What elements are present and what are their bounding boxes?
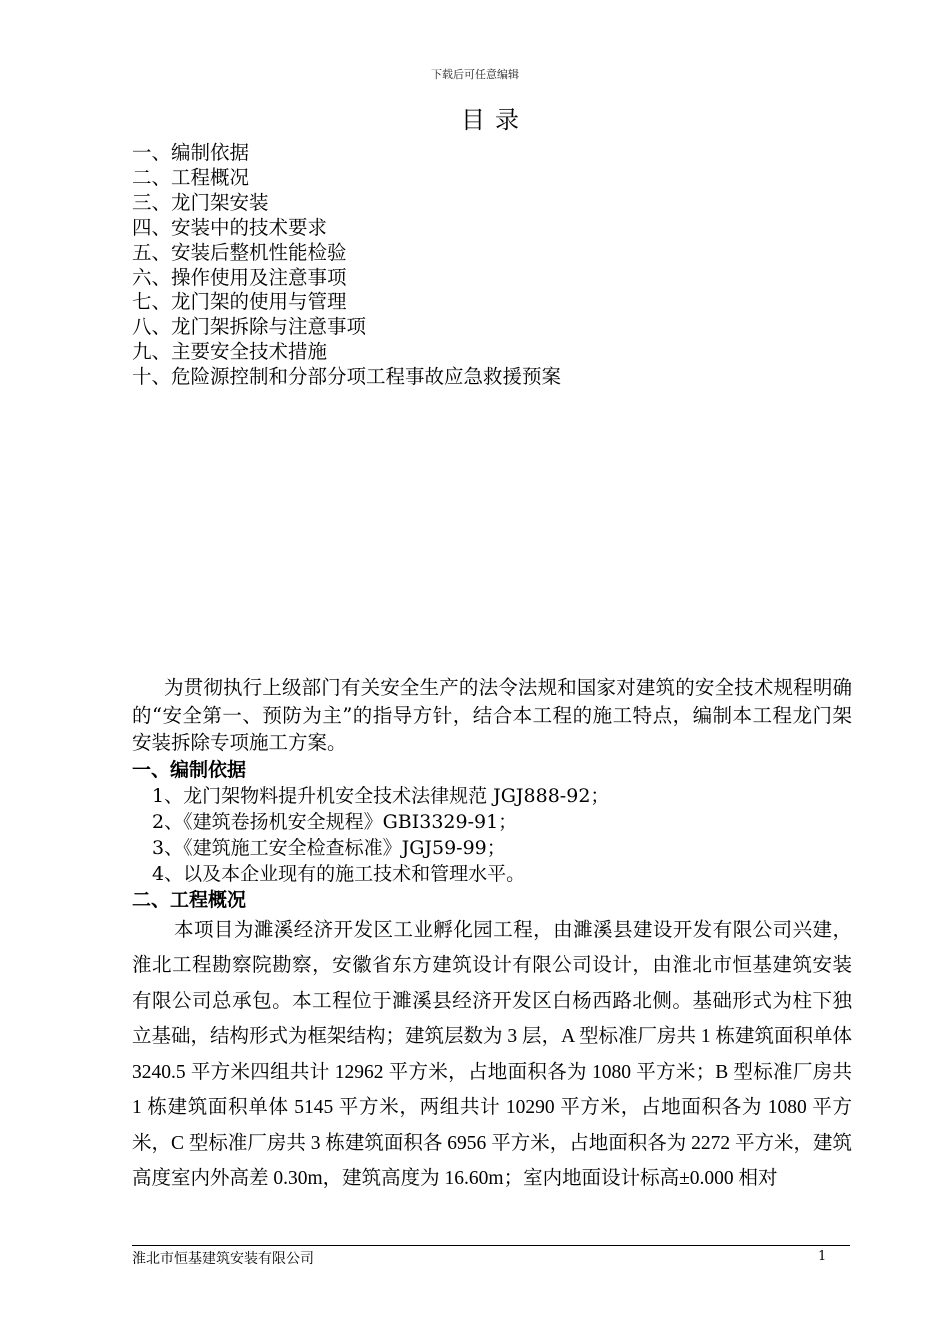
toc-item: 三、龙门架安装: [132, 190, 269, 214]
toc-item: 五、安装后整机性能检验: [132, 240, 347, 264]
footer-company: 淮北市恒基建筑安装有限公司: [132, 1251, 314, 1267]
toc-item: 四、安装中的技术要求: [132, 215, 328, 239]
toc-item: 一、编制依据: [132, 141, 250, 164]
toc-item: 六、操作使用及注意事项: [132, 265, 347, 289]
section-heading-overview: 二、工程概况: [132, 888, 247, 911]
footer-divider: [132, 1245, 850, 1246]
basis-item: 1、龙门架物料提升机安全技术法律规范 JGJ888-92；: [152, 784, 610, 807]
basis-item: 2、《建筑卷扬机安全规程》GBI3329-91；: [152, 810, 518, 833]
header-note: 下载后可任意编辑: [431, 68, 519, 81]
toc-item: 二、工程概况: [132, 165, 250, 189]
intro-paragraph: 为贯彻执行上级部门有关安全生产的法令法规和国家对建筑的安全技术规程明确的“安全第一、预防为主”的指导方针，结合本工程的施工特点，编制本工程龙门架安装拆除专项施工方案。: [132, 676, 852, 754]
toc-item: 八、龙门架拆除与注意事项: [132, 315, 367, 339]
section-heading-basis: 一、编制依据: [132, 758, 247, 781]
table-of-contents: [132, 141, 561, 390]
page-number: 1: [818, 1249, 827, 1264]
toc-item: 十、危险源控制和分部分项工程事故应急救援预案: [132, 365, 562, 389]
basis-item: 3、《建筑施工安全检查标准》JGJ59-99；: [152, 836, 506, 859]
toc-item: 九、主要安全技术措施: [132, 340, 328, 364]
toc-title: 目录: [461, 106, 529, 134]
document-body: [132, 674, 852, 1197]
toc-item: 七、龙门架的使用与管理: [132, 290, 347, 314]
basis-item: 4、以及本企业现有的施工技术和管理水平。: [152, 862, 526, 885]
overview-paragraph: 本项目为濉溪经济开发区工业孵化园工程，由濉溪县建设开发有限公司兴建，淮北工程勘察院勘察，安徽省东方建筑设计有限公司设计，由淮北市恒基建筑安装有限公司总承包。本工程位于濉溪县经济开发区白杨西路北侧。基础形式为柱下独立基础，结构形式为框架结构；建筑层数为 3 层，A 型标准厂房共 1 栋建筑面积单体 3240.5 平方米四组共计 12962 平方米，占地面积各为 1080 平方米；B 型标准厂房共 1 栋建筑面积单体 5145 平方米，两组共计 10290 平方米，占地面积各为 1080 平方米，C 型标准厂房共 3 栋建筑面积各 6956 平方米，占地面积各为 2272 平方米，建筑高度室内外高差 0.30m，建筑高度为 16.60m；室内地面设计标高±0.000 相对: [132, 919, 852, 1189]
